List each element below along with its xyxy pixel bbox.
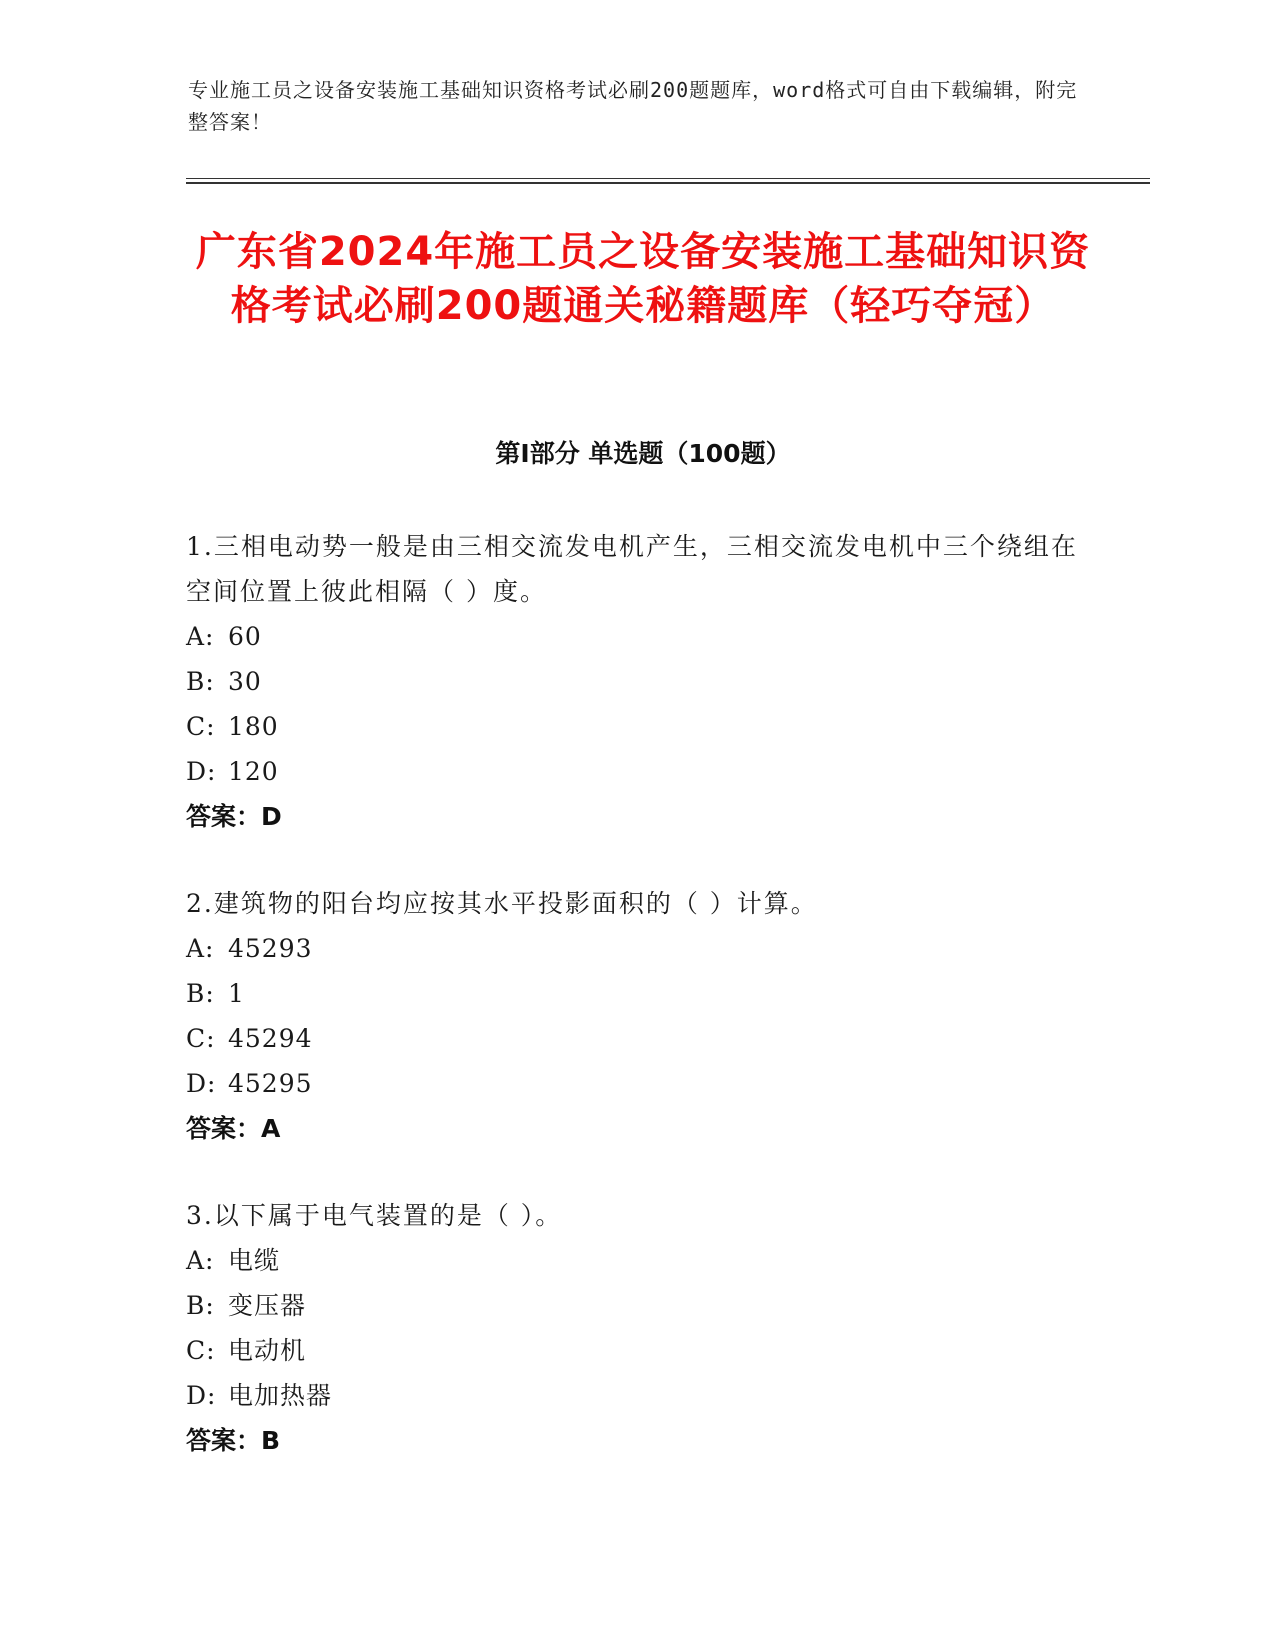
option-value: 180 (228, 712, 279, 741)
option-letter: C: (186, 1024, 216, 1053)
option-value: 30 (228, 667, 262, 696)
answer-value: B (261, 1426, 281, 1455)
option-value: 120 (228, 757, 279, 786)
option-value: 60 (228, 622, 262, 651)
answer-value: D (261, 802, 282, 831)
option-b (186, 659, 1086, 704)
option-letter: A: (186, 934, 215, 963)
option-letter: C: (186, 712, 216, 741)
answer-label: 答案： (186, 1426, 262, 1455)
option-c (186, 1016, 1086, 1061)
option-a (186, 1238, 1086, 1283)
question-text: 3.以下属于电气装置的是（ ）。 (186, 1201, 563, 1230)
question-text: 2.建筑物的阳台均应按其水平投影面积的（ ）计算。 (186, 889, 818, 918)
section-title: 第I部分 单选题（100题） (495, 439, 791, 468)
answer-label: 答案： (186, 802, 262, 831)
option-d (186, 749, 1086, 794)
option-value: 变压器 (228, 1291, 307, 1320)
question-2 (186, 881, 1086, 1151)
document-title: 广东省2024年施工员之设备安装施工基础知识资格考试必刷200题通关秘籍题库（轻巧夺冠） (195, 229, 1091, 329)
option-value: 1 (228, 979, 245, 1008)
answer-label: 答案： (186, 1114, 262, 1143)
option-d (186, 1373, 1086, 1418)
question-list (186, 524, 1086, 1505)
option-value: 电加热器 (228, 1381, 333, 1410)
option-letter: D: (186, 1069, 217, 1098)
answer-line (186, 794, 1086, 839)
option-value: 45294 (228, 1024, 313, 1053)
header-divider-thin (186, 178, 1150, 179)
option-a (186, 926, 1086, 971)
answer-line (186, 1418, 1086, 1463)
option-a (186, 614, 1086, 659)
option-letter: D: (186, 757, 217, 786)
option-letter: A: (186, 622, 215, 651)
option-letter: B: (186, 667, 215, 696)
option-value: 电缆 (228, 1246, 281, 1275)
header-note: 专业施工员之设备安装施工基础知识资格考试必刷200题题库，word格式可自由下载编辑，附完整答案！ (188, 78, 1078, 134)
answer-line (186, 1106, 1086, 1151)
option-letter: D: (186, 1381, 217, 1410)
option-d (186, 1061, 1086, 1106)
option-letter: A: (186, 1246, 215, 1275)
option-value: 45295 (228, 1069, 313, 1098)
question-3 (186, 1193, 1086, 1463)
answer-value: A (261, 1114, 281, 1143)
option-letter: C: (186, 1336, 216, 1365)
option-value: 电动机 (228, 1336, 307, 1365)
header-divider-thick (186, 182, 1150, 184)
option-letter: B: (186, 1291, 215, 1320)
option-value: 45293 (228, 934, 313, 963)
option-letter: B: (186, 979, 215, 1008)
option-c (186, 1328, 1086, 1373)
option-b (186, 971, 1086, 1016)
question-text: 1.三相电动势一般是由三相交流发电机产生，三相交流发电机中三个绕组在空间位置上彼此相隔（ ）度。 (186, 532, 1078, 606)
option-b (186, 1283, 1086, 1328)
option-c (186, 704, 1086, 749)
question-1 (186, 524, 1086, 839)
